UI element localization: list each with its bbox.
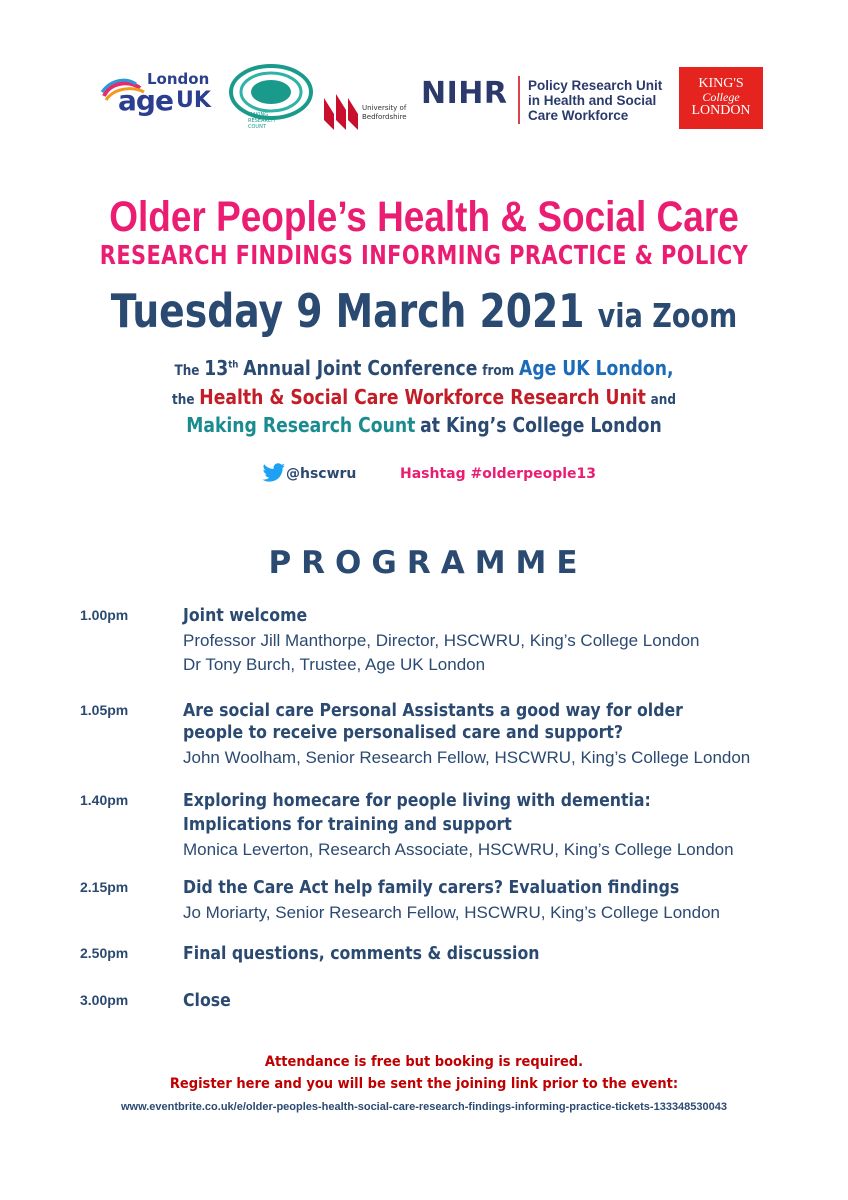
intro-ageuk: Age UK London,	[519, 356, 674, 380]
bedfordshire-logo-text: University of Bedfordshire	[362, 104, 407, 121]
intro-conference: Annual Joint Conference	[243, 356, 478, 380]
hashtag	[400, 466, 596, 482]
nihr-logo: NIHR	[421, 76, 508, 111]
nihr-line-2: in Health and Social	[528, 93, 657, 108]
intro-the-2: the	[172, 392, 195, 408]
intro-and: and	[650, 392, 676, 408]
intro-the: The	[174, 363, 200, 379]
footer-register: Register here and you will be sent the joining link prior to the event:	[169, 1076, 679, 1092]
mrc-logo-text: MAKING RESEARCH COUNT	[248, 112, 275, 130]
age-uk-london-label: London	[147, 70, 210, 88]
nihr-unit-name	[528, 78, 662, 123]
item-title: Close	[183, 991, 231, 1011]
item-time: 1.05pm	[80, 702, 129, 718]
age-uk-london-logo	[100, 70, 220, 130]
item-speaker: Jo Moriarty, Senior Research Fellow, HSCWRU, King’s College London	[183, 903, 720, 922]
nihr-line-3: Care Workforce	[528, 108, 629, 123]
intro-line-1	[59, 356, 788, 380]
event-date	[76, 284, 771, 338]
item-time: 2.50pm	[80, 945, 129, 961]
registration-link[interactable]: www.eventbrite.co.uk/e/older-peoples-health-social-care-research-findings-informing-practice-tickets-133348530043	[120, 1101, 727, 1113]
kings-line-3: LONDON	[691, 103, 751, 118]
intro-at-kings: at King’s College London	[420, 413, 662, 437]
twitter-handle[interactable]: @hscwru	[286, 466, 357, 482]
item-title: Exploring homecare for people living with dementia:	[183, 791, 651, 811]
item-title: Joint welcome	[183, 606, 308, 626]
page-title: Older People’s Health & Social Care	[109, 193, 739, 241]
item-speaker: John Woolham, Senior Research Fellow, HSCWRU, King’s College London	[183, 748, 751, 767]
item-time: 3.00pm	[80, 992, 129, 1008]
kings-line-2: College	[702, 90, 740, 104]
event-platform: via Zoom	[597, 296, 738, 335]
item-title: Implications for training and support	[183, 815, 512, 835]
item-title: people to receive personalised care and support?	[183, 723, 624, 743]
item-speaker: Monica Leverton, Research Associate, HSCWRU, King’s College London	[183, 840, 734, 859]
item-title: Are social care Personal Assistants a good way for older	[183, 701, 683, 721]
footer-attendance: Attendance is free but booking is required.	[264, 1054, 584, 1070]
nihr-line-1: Policy Research Unit	[528, 78, 663, 93]
intro-line-3	[59, 413, 788, 437]
age-uk-age-label: age	[118, 84, 173, 117]
item-title: Final questions, comments & discussion	[183, 944, 540, 964]
kings-line-1: KING'S	[698, 76, 744, 91]
intro-ordinal-number: 13	[204, 356, 229, 380]
twitter-icon	[262, 462, 286, 484]
programme-heading: PROGRAMME	[268, 545, 588, 581]
intro-ordinal	[204, 356, 238, 380]
item-title: Did the Care Act help family carers? Evaluation findings	[183, 878, 680, 898]
age-uk-uk-label: UK	[176, 88, 211, 113]
intro-mrc: Making Research Count	[186, 413, 416, 437]
logo-bar	[0, 62, 848, 134]
item-time: 1.40pm	[80, 792, 129, 808]
hashtag-value[interactable]: #olderpeople13	[470, 466, 597, 482]
page-subtitle: RESEARCH FINDINGS INFORMING PRACTICE & POLICY	[99, 241, 749, 271]
nihr-divider	[518, 76, 520, 124]
intro-from: from	[482, 363, 515, 379]
kings-college-logo	[679, 67, 763, 129]
item-speaker: Professor Jill Manthorpe, Director, HSCWRU, King’s College London	[183, 631, 700, 650]
item-speaker: Dr Tony Burch, Trustee, Age UK London	[183, 655, 486, 674]
social-row	[0, 462, 848, 488]
event-date-text: Tuesday 9 March 2021	[110, 284, 585, 338]
intro-ordinal-suffix: th	[228, 359, 239, 371]
item-time: 2.15pm	[80, 879, 129, 895]
hashtag-label: Hashtag	[400, 466, 466, 482]
intro-line-2	[59, 385, 788, 409]
intro-unit: Health & Social Care Workforce Research Unit	[199, 385, 646, 409]
item-time: 1.00pm	[80, 607, 129, 623]
